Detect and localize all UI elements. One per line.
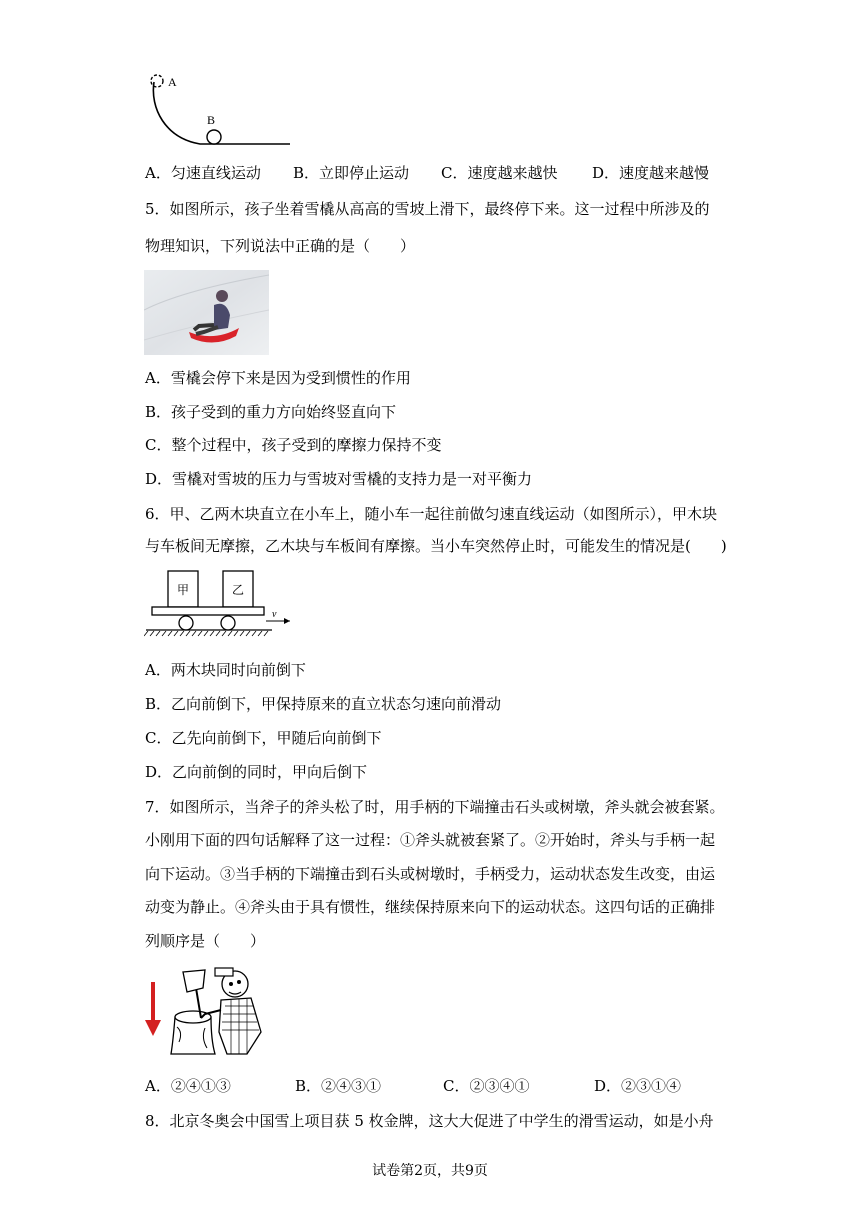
q5-stem-line2: 物理知识，下列说法中正确的是（ ） bbox=[145, 237, 416, 255]
q4-label-a: A bbox=[168, 75, 177, 89]
q4-option-a: A．匀速直线运动 bbox=[145, 164, 261, 182]
q7-stem-line3: 向下运动。③当手柄的下端撞击到石头或树墩时，手柄受力，运动状态发生改变，由运 bbox=[145, 865, 716, 883]
q7-stem-line5: 列顺序是（ ） bbox=[145, 932, 266, 950]
q5-option-b: B．孩子受到的重力方向始终竖直向下 bbox=[145, 403, 397, 421]
q6-option-d: D．乙向前倒的同时，甲向后倒下 bbox=[145, 763, 368, 781]
q5-option-d: D．雪橇对雪坡的压力与雪坡对雪橇的支持力是一对平衡力 bbox=[145, 470, 533, 488]
q6-stem-line2: 与车板间无摩擦，乙木块与车板间有摩擦。当小车突然停止时，可能发生的情况是( ) bbox=[145, 537, 727, 555]
velocity-label: v bbox=[272, 609, 277, 620]
page-footer: 试卷第2页，共9页 bbox=[372, 1163, 488, 1179]
q7-axe-cartoon bbox=[143, 962, 268, 1060]
q6-option-c: C．乙先向前倒下，甲随后向前倒下 bbox=[145, 729, 382, 747]
q4-track-figure bbox=[140, 68, 300, 150]
q6-stem-line1: 6．甲、乙两木块直立在小车上，随小车一起往前做匀速直线运动（如图所示），甲木块 bbox=[145, 505, 718, 523]
q5-option-c: C．整个过程中，孩子受到的摩擦力保持不变 bbox=[145, 436, 442, 454]
q4-label-b: B bbox=[207, 113, 216, 127]
q7-option-c: C．②③④① bbox=[443, 1077, 530, 1095]
q7-stem-line2: 小刚用下面的四句话解释了这一过程：①斧头就被套紧了。②开始时，斧头与手柄一起 bbox=[145, 831, 716, 849]
q5-stem-line1: 5．如图所示，孩子坐着雪橇从高高的雪坡上滑下，最终停下来。这一过程中所涉及的 bbox=[145, 200, 710, 218]
q8-stem-line1: 8．北京冬奥会中国雪上项目获 5 枚金牌，这大大促进了中学生的滑雪运动，如是小舟 bbox=[145, 1112, 714, 1130]
q7-option-d: D．②③①④ bbox=[594, 1077, 682, 1095]
q7-stem-line4: 动变为静止。④斧头由于具有惯性，继续保持原来向下的运动状态。这四句话的正确排 bbox=[145, 898, 716, 916]
q6-option-b: B．乙向前倒下，甲保持原来的直立状态匀速向前滑动 bbox=[145, 695, 502, 713]
q4-option-b: B．立即停止运动 bbox=[293, 164, 410, 182]
block-jia-label: 甲 bbox=[177, 583, 190, 597]
q4-option-c: C．速度越来越快 bbox=[441, 164, 558, 182]
q6-cart-figure bbox=[144, 568, 294, 638]
q7-option-b: B．②④③① bbox=[295, 1077, 382, 1095]
q7-option-a: A．②④①③ bbox=[145, 1077, 231, 1095]
q7-stem-line1: 7．如图所示，当斧子的斧头松了时，用手柄的下端撞击石头或树墩，斧头就会被套紧。 bbox=[145, 798, 725, 816]
q5-sled-photo bbox=[144, 270, 269, 355]
q6-option-a: A．两木块同时向前倒下 bbox=[145, 661, 306, 679]
q4-option-d: D．速度越来越慢 bbox=[592, 164, 710, 182]
q5-option-a: A．雪橇会停下来是因为受到惯性的作用 bbox=[145, 369, 411, 387]
block-yi-label: 乙 bbox=[232, 583, 245, 597]
